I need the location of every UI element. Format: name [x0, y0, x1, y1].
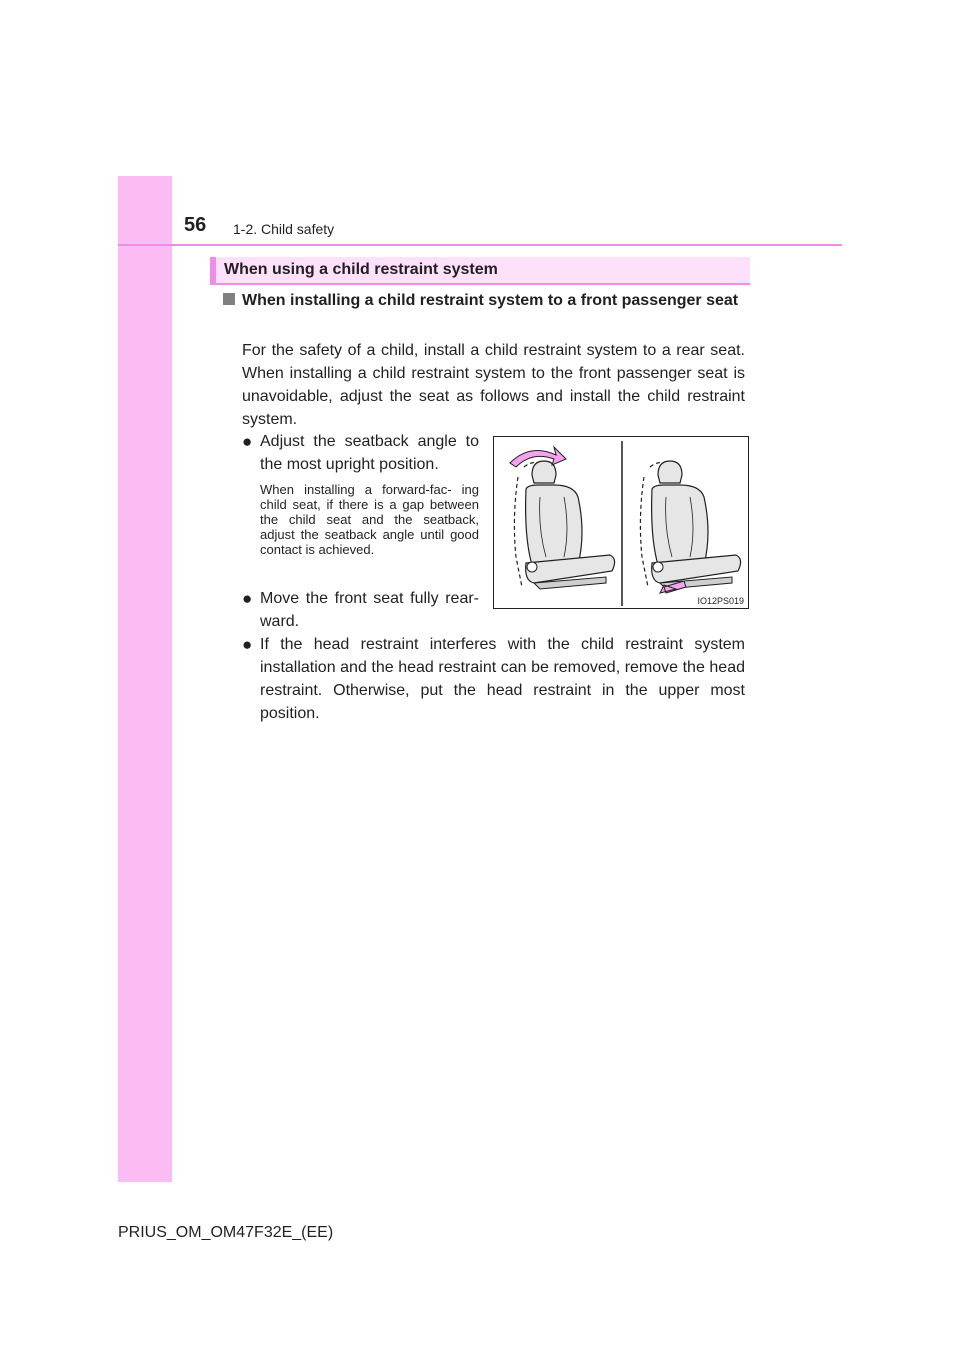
heading-accent-bar [210, 257, 216, 285]
section-heading: When using a child restraint system [224, 261, 498, 278]
bullet-text: Move the front seat fully rear- ward. [260, 590, 479, 630]
subheading: When installing a child restraint system to a front passenger seat [242, 292, 739, 309]
bullet-dot-icon: ● [242, 635, 253, 654]
section-title: 1-2. Child safety [233, 221, 335, 237]
bullet-item [242, 587, 479, 633]
bullet-item [242, 633, 745, 725]
bullet-text: If the head restraint interferes with the child restraint system installation and the head restraint can be removed, remove the head restraint. Otherwise, put the head restraint in the upper most position. [260, 636, 745, 722]
seat-illustration-svg [494, 437, 750, 610]
page-number: 56 [184, 214, 207, 236]
bullet-dot-icon: ● [242, 589, 253, 608]
square-bullet-icon [223, 293, 235, 305]
footer-doc-id: PRIUS_OM_OM47F32E_(EE) [118, 1224, 334, 1241]
figure-code: IO12PS019 [697, 596, 744, 606]
section-heading-box [210, 257, 750, 285]
intro-paragraph: For the safety of a child, install a child restraint system to a rear seat. When installing a child restraint system to the front passenger seat is unavoidable, adjust the seat as follows and install the child restraint system. [242, 342, 745, 428]
bullet-item [242, 430, 479, 476]
seat-adjustment-illustration [493, 436, 749, 609]
bullet-text: Adjust the seatback angle to the most upright position. [260, 433, 479, 473]
note-text: When installing a forward-fac- ing child seat, if there is a gap between the child seat and the seatback, adjust the seatback angle until good contact is achieved. [260, 482, 479, 557]
bullet-dot-icon: ● [242, 432, 253, 451]
heading-underline [210, 283, 750, 285]
header-rule [118, 244, 842, 246]
side-thumb-band [118, 176, 172, 1182]
